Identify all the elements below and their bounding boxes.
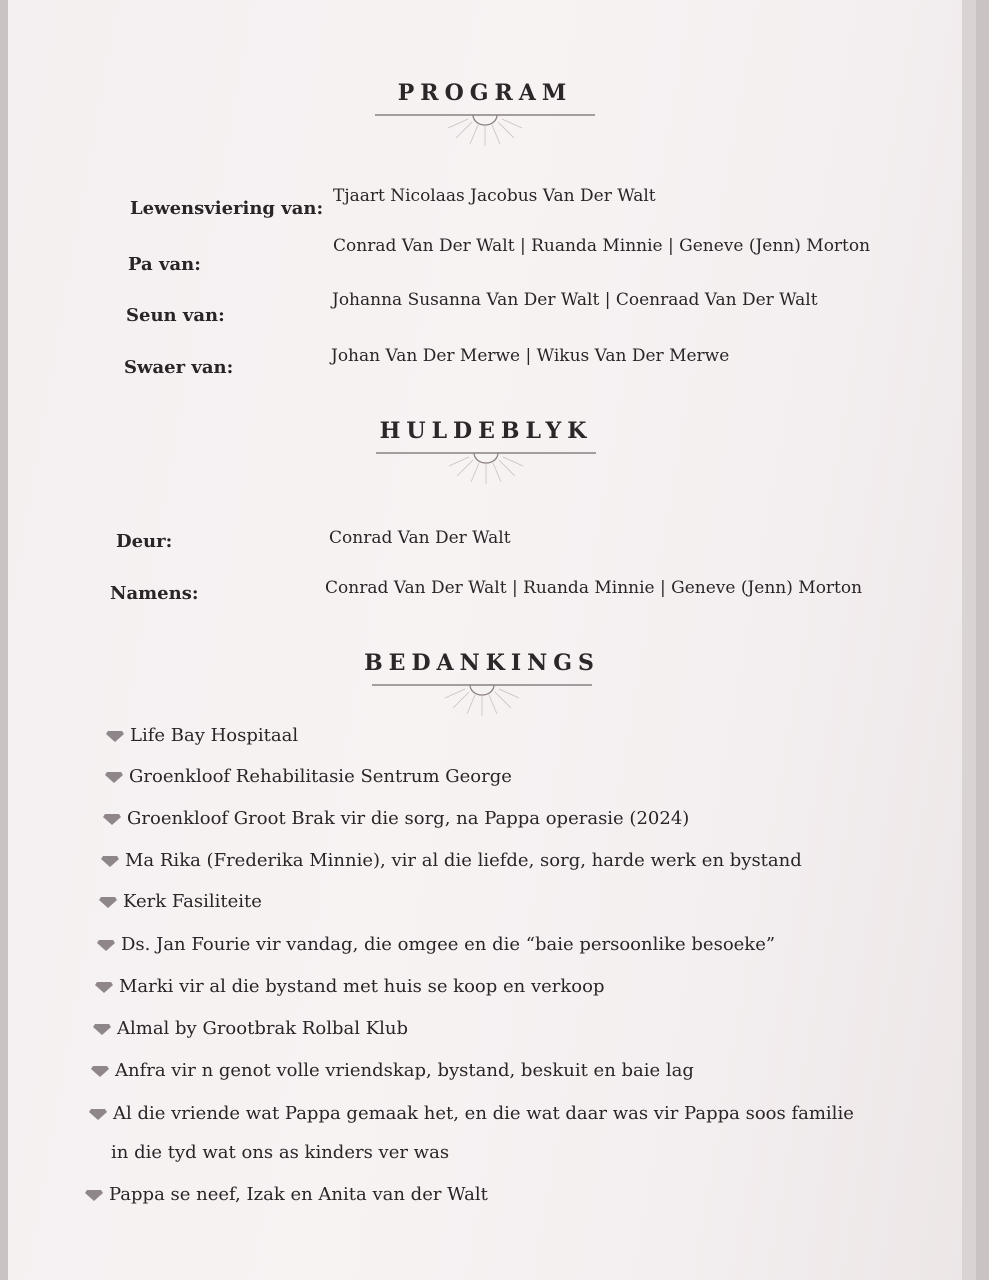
list-item-text: Ma Rika (Frederika Minnie), vir al die liefde, sorg, harde werk en bystand: [125, 850, 802, 871]
list-item: [105, 766, 512, 787]
program-heading: PROGRAM: [397, 80, 573, 106]
diamond-bullet-icon: [95, 981, 113, 993]
huldeblyk-heading-block: [366, 416, 606, 490]
list-item-text: Kerk Fasiliteite: [123, 891, 262, 912]
huldeblyk-label-deur: Deur:: [116, 531, 173, 552]
list-item: [95, 976, 605, 997]
list-item-text: Groenkloof Groot Brak vir die sorg, na Pappa operasie (2024): [127, 808, 690, 829]
list-item: [89, 1103, 854, 1124]
program-value-swaer-van: Johan Van Der Merwe | Wikus Van Der Merwe: [331, 346, 730, 366]
diamond-bullet-icon: [89, 1108, 107, 1120]
list-item-text: Marki vir al die bystand met huis se koop en verkoop: [119, 976, 605, 997]
huldeblyk-value-deur: Conrad Van Der Walt: [329, 528, 511, 548]
list-item-continuation: in die tyd wat ons as kinders ver was: [111, 1142, 450, 1163]
list-item: [97, 934, 775, 955]
ornament-divider-icon: [370, 112, 600, 152]
huldeblyk-heading: HULDEBLYK: [379, 418, 593, 444]
list-item-text: Pappa se neef, Izak en Anita van der Walt: [109, 1184, 488, 1205]
list-item-text: Groenkloof Rehabilitasie Sentrum George: [129, 766, 512, 787]
huldeblyk-label-namens: Namens:: [110, 583, 199, 604]
diamond-bullet-icon: [103, 813, 121, 825]
bedankings-heading: BEDANKINGS: [364, 650, 600, 676]
program-label-lewensviering: Lewensviering van:: [130, 198, 324, 219]
diamond-bullet-icon: [85, 1189, 103, 1201]
list-item-text: Life Bay Hospitaal: [130, 725, 299, 746]
program-label-swaer-van: Swaer van:: [124, 357, 234, 378]
list-item: [103, 808, 689, 829]
list-item-text: Al die vriende wat Pappa gemaak het, en die wat daar was vir Pappa soos familie: [113, 1103, 854, 1124]
diamond-bullet-icon: [97, 939, 115, 951]
list-item: [106, 725, 298, 746]
program-value-lewensviering: Tjaart Nicolaas Jacobus Van Der Walt: [333, 186, 656, 206]
diamond-bullet-icon: [99, 896, 117, 908]
diamond-bullet-icon: [105, 771, 123, 783]
list-item: [99, 891, 262, 912]
diamond-bullet-icon: [106, 730, 124, 742]
program-value-seun-van: Johanna Susanna Van Der Walt | Coenraad Van Der Walt: [332, 290, 818, 310]
list-item-text: Almal by Grootbrak Rolbal Klub: [117, 1018, 409, 1039]
diamond-bullet-icon: [91, 1065, 109, 1077]
bedankings-heading-block: [362, 648, 602, 722]
ornament-divider-icon: [371, 450, 601, 490]
list-item: [85, 1184, 488, 1205]
list-item: [91, 1060, 694, 1081]
list-item: [101, 850, 802, 871]
paper-edge: [962, 0, 976, 1280]
ornament-divider-icon: [367, 682, 597, 722]
program-label-seun-van: Seun van:: [126, 305, 225, 326]
list-item: [93, 1018, 408, 1039]
huldeblyk-value-namens: Conrad Van Der Walt | Ruanda Minnie | Geneve (Jenn) Morton: [325, 578, 863, 598]
program-heading-block: [365, 78, 605, 152]
list-item-text: Ds. Jan Fourie vir vandag, die omgee en die “baie persoonlike besoeke”: [121, 934, 776, 955]
program-value-pa-van: Conrad Van Der Walt | Ruanda Minnie | Geneve (Jenn) Morton: [333, 236, 871, 256]
diamond-bullet-icon: [101, 855, 119, 867]
program-label-pa-van: Pa van:: [128, 254, 201, 275]
list-item-text: Anfra vir n genot volle vriendskap, bystand, beskuit en baie lag: [115, 1060, 694, 1081]
diamond-bullet-icon: [93, 1023, 111, 1035]
